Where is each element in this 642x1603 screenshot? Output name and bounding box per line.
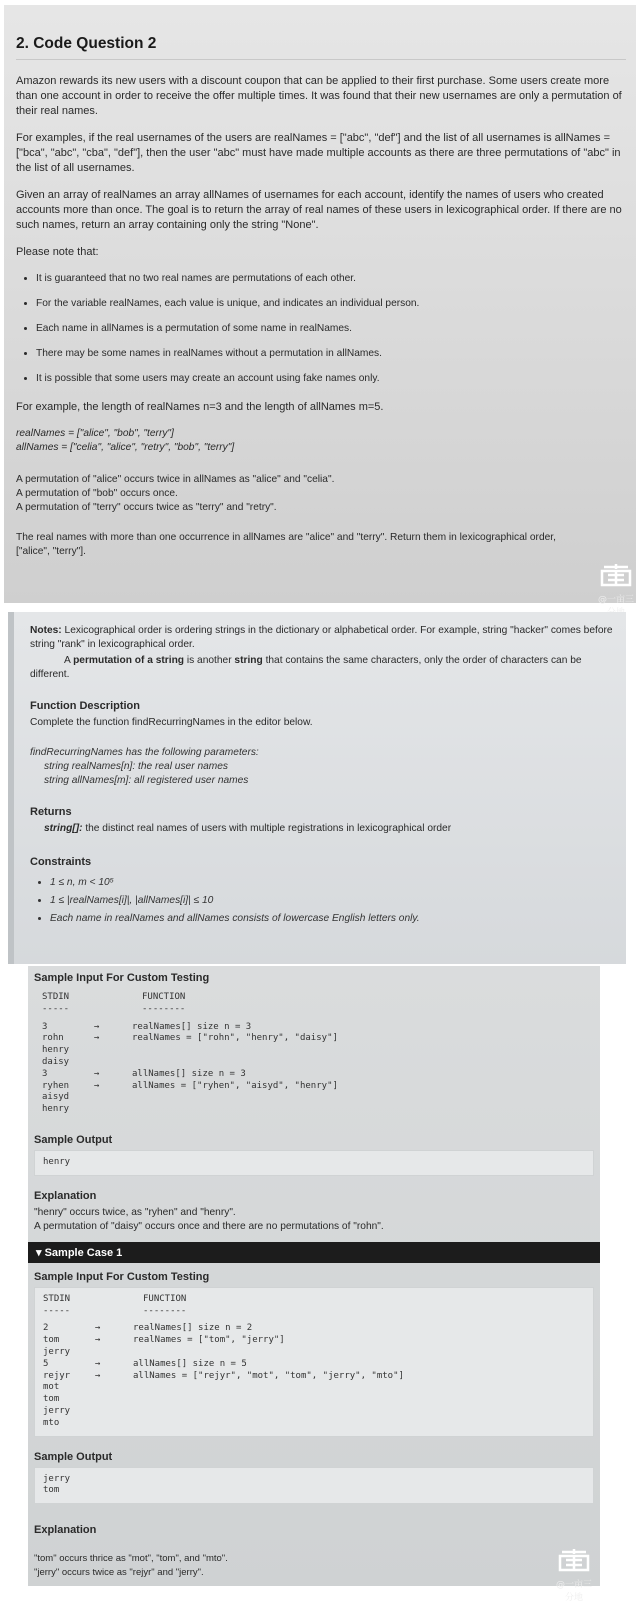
example-all-names: allNames = ["celia", "alice", "retry", "bob", "terry"] xyxy=(16,442,235,453)
note-item: • It is possible that some users may create an account using fake names only. xyxy=(36,372,626,386)
sample1-explanation-line: "tom" occurs thrice as "mot", "tom", and "mto". xyxy=(34,1553,228,1565)
parameters-intro: findRecurringNames has the following parameters: xyxy=(30,747,259,758)
constraints-heading: Constraints xyxy=(30,856,92,868)
question-title: 2. Code Question 2 xyxy=(16,35,626,60)
note-item: • It is guaranteed that no two real names are permutations of each other. xyxy=(36,272,626,286)
permutation-line: A permutation of "terry" occurs twice as "terry" and "retry". xyxy=(16,502,277,513)
example-intro-paragraph: For examples, if the real usernames of the users are realNames = ["abc", "def"] and the list of all usernames is allNames = ["bca", "abc", "cba", "def"], then the user "abc" must have made multiple accounts as there are three permutations of "abc" in the list of all usernames. xyxy=(16,132,621,174)
note-item: • There may be some names in realNames without a permutation in allNames. xyxy=(36,347,626,361)
conclusion: The real names with more than one occurrence in allNames are "alice" and "terry". Return them in lexicographical order, ["alice", "terry"]. xyxy=(16,532,556,557)
function-dash: -------- xyxy=(143,1305,187,1316)
arrows-column: → → → → xyxy=(94,1021,100,1091)
sample0-explanation-heading: Explanation xyxy=(34,1189,97,1202)
note-heading: Please note that: xyxy=(16,246,99,258)
function-header: FUNCTION xyxy=(142,992,186,1002)
problem-statement-panel xyxy=(4,5,636,603)
returns-heading: Returns xyxy=(30,806,72,818)
sample-case-1-toggle[interactable]: ▾ Sample Case 1 xyxy=(28,1242,600,1263)
arrows-column: → → → → xyxy=(95,1323,101,1381)
example-real-names: realNames = ["alice", "bob", "terry"] xyxy=(16,428,174,439)
function-values: realNames[] size n = 2 realNames = ["tom", "jerry"] allNames[] size n = 5 allNames = ["rejyr", "mot", "tom", "jerry", "mto"] xyxy=(133,1323,404,1381)
sample1-output-box: jerry tom xyxy=(34,1467,594,1505)
watermark-logo-icon xyxy=(596,563,636,605)
sample0-input-box xyxy=(34,988,594,1120)
sample0-output-heading: Sample Output xyxy=(34,1133,113,1146)
sample0-input-heading: Sample Input For Custom Testing xyxy=(34,972,210,984)
stdin-values: 3 rohn henry daisy 3 ryhen aisyd henry xyxy=(42,1021,70,1115)
sample1-explanation-heading: Explanation xyxy=(34,1524,97,1537)
parameter-real-names: string realNames[n]: the real user names xyxy=(44,761,229,772)
notes-text: Lexicographical order is ordering strings in the dictionary or alphabetical order. For example, string "hacker" comes before string "rank" in lexicographical order. xyxy=(30,625,613,650)
note-item: • Each name in allNames is a permutation of some name in realNames. xyxy=(36,322,626,336)
notes-label: Notes: xyxy=(30,625,62,636)
notes-block xyxy=(30,624,618,652)
intro-paragraph: Amazon rewards its new users with a discount coupon that can be applied to their first purchase. Some users create more than one account in order to receive the offer multiple times. It was found that their new usernames are only a permutation of their real names. xyxy=(16,75,622,117)
constraint-item: • Each name in realNames and allNames consists of lowercase English letters only. xyxy=(50,912,618,926)
function-dash: -------- xyxy=(142,1003,186,1014)
constraint-item: • 1 ≤ n, m < 10⁵ xyxy=(50,876,618,890)
sample1-input-box xyxy=(34,1287,594,1437)
watermark-text: @一亩三 xyxy=(597,595,634,605)
permutation-definition: A permutation of a string is another string that contains the same characters, only the order of characters can be different. xyxy=(30,655,582,680)
stdin-header: STDIN xyxy=(42,992,70,1002)
details-panel xyxy=(8,612,626,964)
sample0-explanation-line: A permutation of "daisy" occurs once and there are no permutations of "rohn". xyxy=(34,1220,384,1232)
function-header: FUNCTION xyxy=(143,1293,187,1304)
constraint-item: • 1 ≤ |realNames[i]|, |allNames[i]| ≤ 10 xyxy=(50,894,618,908)
permutation-line: A permutation of "bob" occurs once. xyxy=(16,488,178,499)
sample1-explanation-line: "jerry" occurs twice as "rejyr" and "jerry". xyxy=(34,1567,204,1579)
function-values: realNames[] size n = 3 realNames = ["rohn", "henry", "daisy"] allNames[] size n = 3 allNames = ["ryhen", "aisyd", "henry"] xyxy=(132,1021,338,1091)
parameter-all-names: string allNames[m]: all registered user names xyxy=(44,775,249,786)
samples-panel xyxy=(28,966,600,1603)
notes-list xyxy=(16,272,626,386)
stdin-values: 2 tom jerry 5 rejyr mot tom jerry mto xyxy=(43,1323,71,1428)
function-description-heading: Function Description xyxy=(30,700,140,712)
sample1-output-heading: Sample Output xyxy=(34,1450,113,1463)
permutation-line: A permutation of "alice" occurs twice in allNames as "alice" and "celia". xyxy=(16,474,335,485)
watermark-logo-icon xyxy=(554,1548,594,1603)
watermark-text: @一亩三分地 xyxy=(555,1580,592,1603)
function-description-text: Complete the function findRecurringNames in the editor below. xyxy=(30,717,313,728)
note-item: • For the variable realNames, each value is unique, and indicates an individual person. xyxy=(36,297,626,311)
example-line: For example, the length of realNames n=3 and the length of allNames m=5. xyxy=(16,401,384,413)
sample1-input-heading: Sample Input For Custom Testing xyxy=(34,1270,210,1283)
returns-text: string[]: the distinct real names of users with multiple registrations in lexicographical order xyxy=(44,823,452,834)
sample0-output-box: henry xyxy=(34,1150,594,1176)
sample0-explanation-line: "henry" occurs twice, as "ryhen" and "henry". xyxy=(34,1206,236,1218)
stdin-dash: ----- xyxy=(43,1305,71,1316)
constraints-list xyxy=(30,876,618,926)
stdin-dash: ----- xyxy=(42,1003,70,1014)
task-paragraph: Given an array of realNames an array allNames of usernames for each account, identify the names of users who created accounts more than once. The goal is to return the array of real names of these users in lexicographical order. If there are no such names, return an array containing only the string "None". xyxy=(16,189,622,231)
stdin-header: STDIN xyxy=(43,1293,71,1304)
